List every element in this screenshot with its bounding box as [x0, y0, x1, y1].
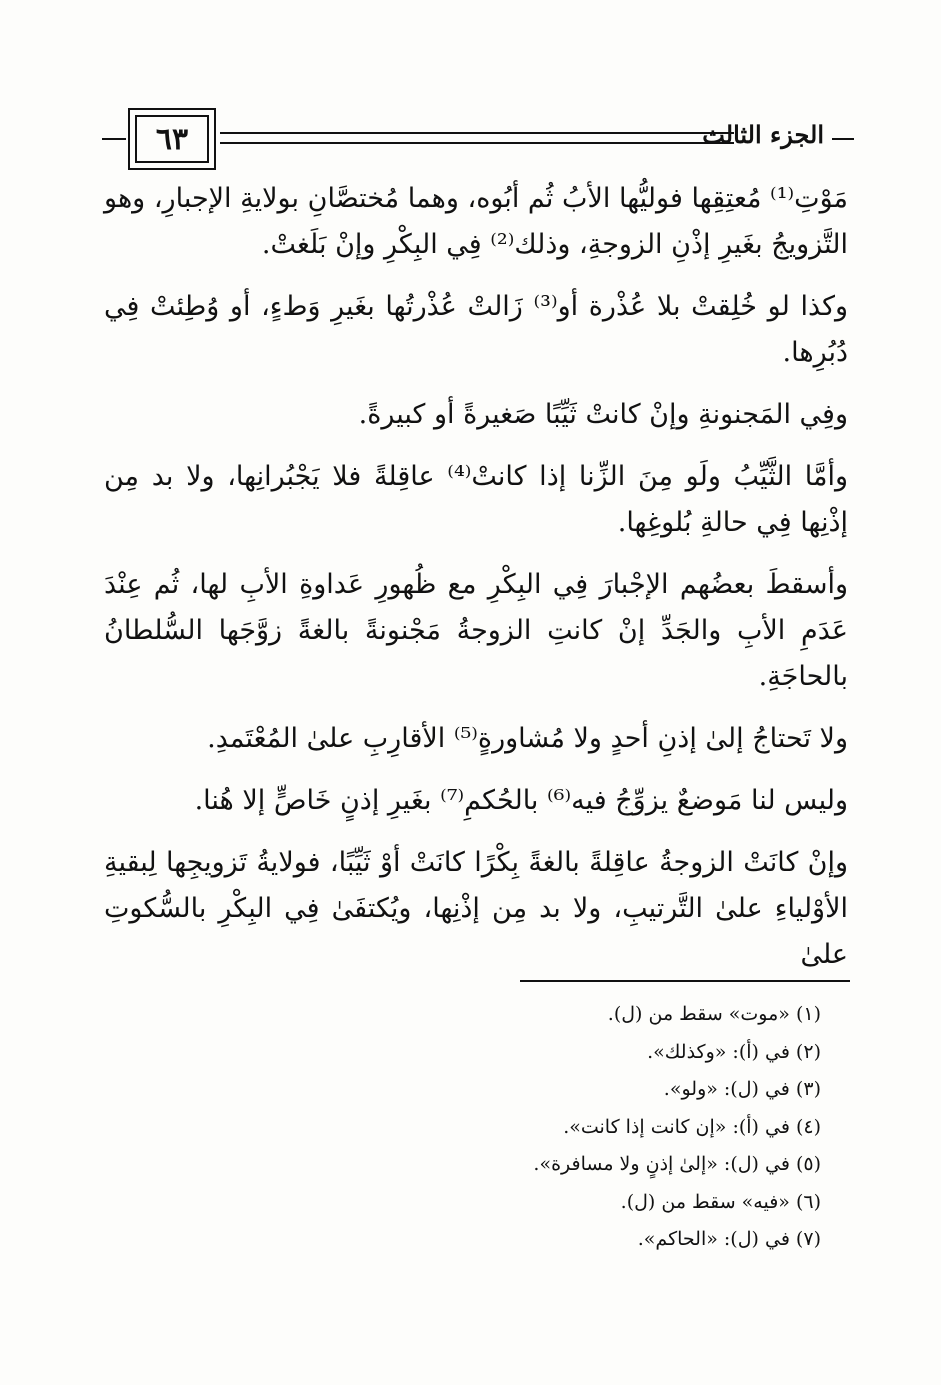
paragraph: وأمَّا الثَّيِّبُ ولَو مِنَ الزِّنا إذا كانتْ⁽⁴⁾ عاقِلةً فلا يَجْبُرانِها، ولا بد مِن إذْنِها فِي حالةِ بُلوغِها. — [104, 461, 848, 538]
paragraph: مَوْتِ⁽¹⁾ مُعتِقِها فوليُّها الأبُ ثُم أبُوه، وهما مُختصَّانِ بولايةِ الإجبارِ، وهو التَّزويجُ بغَيرِ إذْنِ الزوجةِ، وذلك⁽²⁾ فِي البِكْرِ وإنْ بَلَغتْ. — [104, 183, 848, 260]
paragraph: ولا تَحتاجُ إلىٰ إذنِ أحدٍ ولا مُشاورةٍ⁽⁵⁾ الأقارِبِ علىٰ المُعْتَمدِ. — [207, 723, 848, 754]
header-rule-left — [102, 138, 126, 140]
paragraph: وأسقطَ بعضُهم الإجْبارَ فِي البِكْرِ مع ظُهورِ عَداوةِ الأبِ لها، ثُم عِنْدَ عَدَمِ الأبِ والجَدِّ إنْ كانتِ الزوجةُ مَجْنونةً بالغةً زوَّجَها السُّلطانُ بالحاجَةِ. — [104, 569, 848, 692]
main-text — [104, 176, 848, 994]
footnote: (٦) «فيه» سقط من (ل). — [620, 1190, 821, 1213]
footnote-separator — [520, 980, 850, 982]
page-header — [102, 108, 854, 180]
paragraph: وكذا لو خُلِقتْ بلا عُذْرة أو⁽³⁾ زَالتْ عُذْرتُها بغَيرِ وَطءٍ، أو وُطِئتْ فِي دُبُرِها. — [104, 291, 849, 368]
footnote: (٧) في (ل): «الحاكم». — [637, 1228, 821, 1250]
header-rule-right — [832, 138, 854, 140]
footnotes — [401, 996, 821, 1259]
running-title: الجزء الثالث — [702, 120, 824, 149]
page-number-box — [128, 108, 216, 170]
paragraph: وفِي المَجنونةِ وإنْ كانتْ ثَيِّبًا صَغيرةً أو كبيرةً. — [358, 399, 848, 430]
header-rule — [220, 132, 734, 144]
page-number: ٦٣ — [135, 115, 209, 163]
footnote: (٥) في (ل): «إلىٰ إذنٍ ولا مسافرة». — [533, 1153, 821, 1175]
paragraph: وإنْ كانَتْ الزوجةُ عاقِلةً بالغةً بِكْرًا كانَتْ أوْ ثَيِّبًا، فولايةُ تَزويجِها لِبقيةِ الأوْلياءِ علىٰ التَّرتيبِ، ولا بد مِن إذْنِها، ويُكتفَىٰ فِي البِكْرِ بالسُّكوتِ علىٰ — [104, 847, 848, 970]
footnote: (١) «موت» سقط من (ل). — [607, 1003, 821, 1025]
footnote: (٣) في (ل): «ولو». — [663, 1078, 821, 1100]
footnote: (٢) في (أ): «وكذلك». — [647, 1040, 821, 1063]
footnote: (٤) في (أ): «إن كانت إذا كانت». — [563, 1115, 821, 1138]
paragraph: وليس لنا مَوضعٌ يزوِّجُ فيه⁽⁶⁾ بالحُكمِ⁽⁷⁾ بغَيرِ إذنٍ خَاصٍّ إلا هُنا. — [194, 785, 848, 816]
